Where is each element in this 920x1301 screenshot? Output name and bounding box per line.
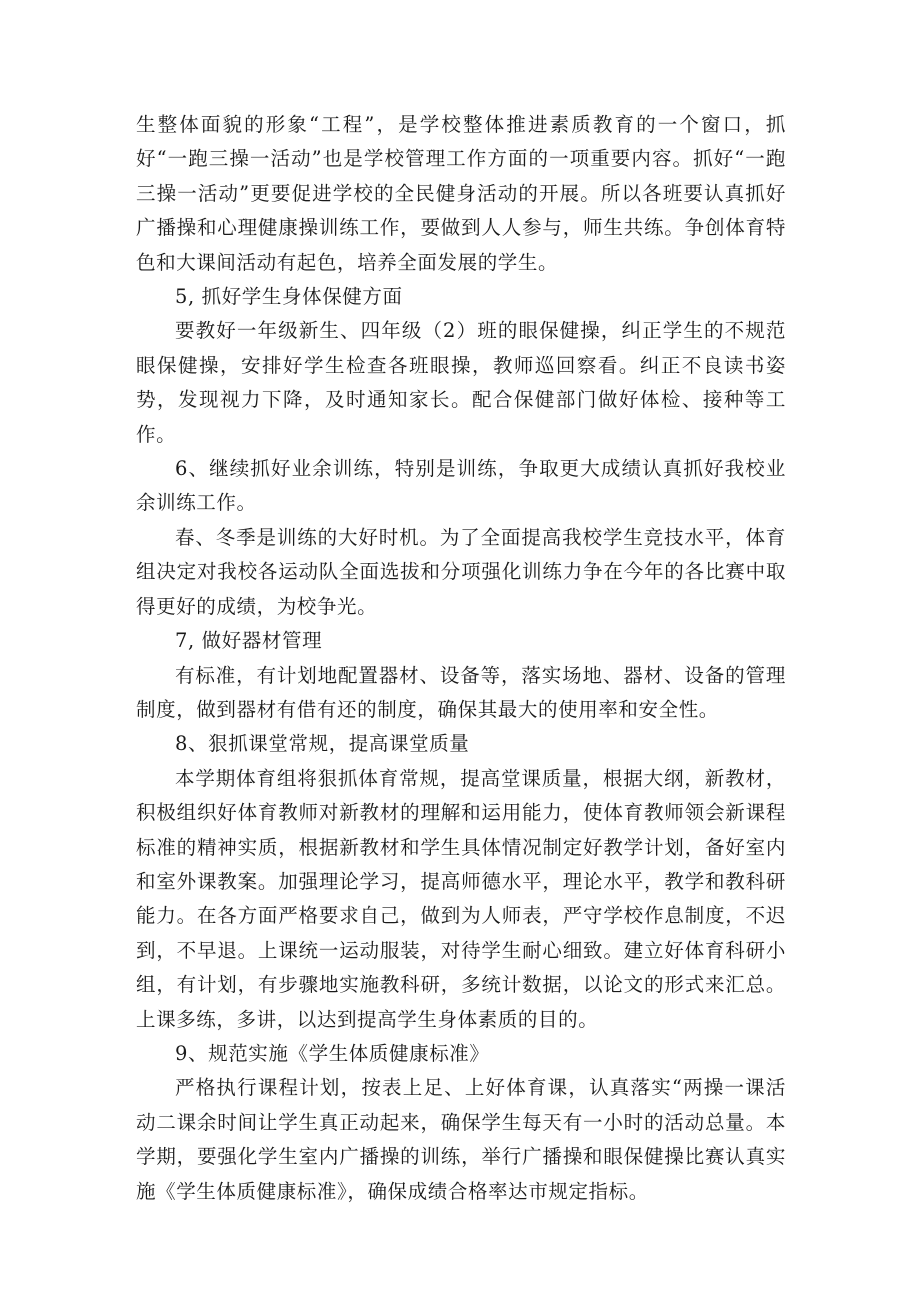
section-heading-9: 9、规范实施《学生体质健康标准》: [175, 1041, 490, 1065]
section-heading-8: 8、狠抓课堂常规，提高课堂质量: [175, 732, 470, 756]
section-heading-5: 5, 抓好学生身体保健方面: [175, 285, 403, 309]
document-page: [136, 108, 786, 1209]
section-heading-7: 7, 做好器材管理: [175, 629, 323, 653]
paragraph-equipment: 有标准，有计划地配置器材、设备等，落实场地、器材、设备的管理制度，做到器材有借有还的制度，确保其最大的使用率和安全性。: [136, 663, 786, 721]
paragraph-health-standard: 严格执行课程计划，按表上足、上好体育课，认真落实“两操一课活动二课余时间让学生真正动起来，确保学生每天有一小时的活动总量。本学期，要强化学生室内广播操的训练，举行广播操和眼保健操比赛认真实施《学生体质健康标准》，确保成绩合格率达市规定指标。: [136, 1076, 786, 1203]
paragraph-heading-6: 6、继续抓好业余训练，特别是训练，争取更大成绩认真抓好我校业余训练工作。: [136, 457, 786, 515]
paragraph-eye-care: 要教好一年级新生、四年级（2）班的眼保健操，纠正学生的不规范眼保健操，安排好学生检查各班眼操，教师巡回察看。纠正不良读书姿势，发现视力下降，及时通知家长。配合保健部门做好体检、接种等工作。: [136, 319, 786, 446]
paragraph-training: 春、冬季是训练的大好时机。为了全面提高我校学生竞技水平，体育组决定对我校各运动队全面选拔和分项强化训练力争在今年的各比赛中取得更好的成绩，为校争光。: [136, 525, 786, 618]
paragraph-intro-continuation: 生整体面貌的形象“工程”，是学校整体推进素质教育的一个窗口，抓好“一跑三操一活动”也是学校管理工作方面的一项重要内容。抓好“一跑三操一活动”更要促进学校的全民健身活动的开展。所以各班要认真抓好广播操和心理健康操训练工作，要做到人人参与，师生共练。争创体育特色和大课间活动有起色，培养全面发展的学生。: [136, 113, 786, 274]
paragraph-classroom-quality: 本学期体育组将狠抓体育常规，提高堂课质量，根据大纲，新教材，积极组织好体育教师对新教材的理解和运用能力，使体育教师领会新课程标准的精神实质，根据新教材和学生具体情况制定好教学计划，备好室内和室外课教案。加强理论学习，提高师德水平，理论水平，教学和教科研能力。在各方面严格要求自己，做到为人师表，严守学校作息制度，不迟到，不早退。上课统一运动服装，对待学生耐心细致。建立好体育科研小组，有计划，有步骤地实施教科研，多统计数据，以论文的形式来汇总。上课多练，多讲，以达到提高学生身体素质的目的。: [136, 766, 786, 1031]
